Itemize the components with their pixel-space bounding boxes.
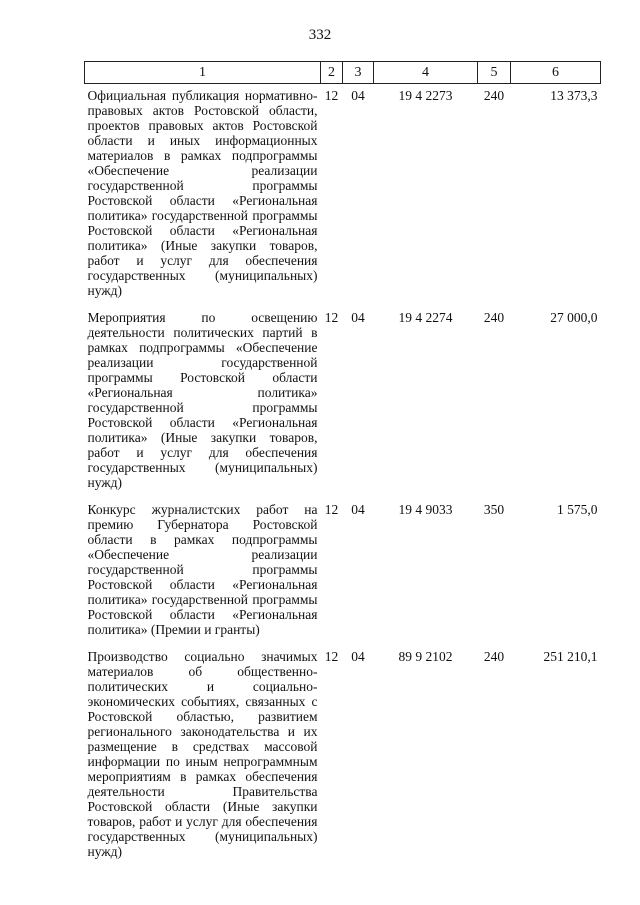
row-expense-type: 240	[483, 649, 505, 664]
row-subsection: 04	[351, 310, 365, 325]
page-number: 332	[308, 27, 332, 43]
table-row	[85, 645, 601, 867]
row-description: Мероприятия по освещению деятельности политических партий в рамках подпрограммы «Обеспечение реализации государственной программы Ростовской области «Региональная политика» государственной программы Ростовской области «Региональная политика» (Иные закупки товаров, работ и услуг для обеспечения государственных (муниципальных) нужд)	[87, 310, 318, 490]
row-target-article: 19 4 2273	[398, 88, 453, 103]
row-description: Конкурс журналистских работ на премию Губернатора Ростовской области в рамках подпрограммы «Обеспечение реализации государственной программы Ростовской области «Региональная политика» государственной программы Ростовской области «Региональная политика» (Премии и гранты)	[87, 502, 318, 637]
row-section: 12	[324, 649, 339, 664]
header-col-1: 1	[85, 62, 321, 84]
header-col-6: 6	[511, 62, 601, 84]
row-description: Производство социально значимых материалов об общественно-политических и социально-экономических событиях, связанных с Ростовской областью, развитием регионального законодательства и их размещение в средствах массовой информации по иным непрограммным мероприятиям в рамках обеспечения деятельности Правительства Ростовской области (Иные закупки товаров, работ и услуг для обеспечения государственных (муниципальных) нужд)	[87, 649, 318, 859]
table-header-row	[85, 62, 601, 84]
header-col-2: 2	[321, 62, 343, 84]
row-amount: 27 000,0	[550, 310, 598, 325]
row-description: Официальная публикация нормативно-правовых актов Ростовской области, проектов правовых актов Ростовской области и иных информационных материалов в рамках подпрограммы «Обеспечение реализации государственной программы Ростовской области «Региональная политика» государственной программы Ростовской области «Региональная политика» (Иные закупки товаров, работ и услуг для обеспечения государственных (муниципальных) нужд)	[87, 88, 318, 298]
row-expense-type: 240	[483, 310, 505, 325]
row-subsection: 04	[351, 502, 365, 517]
row-subsection: 04	[351, 88, 365, 103]
row-target-article: 19 4 9033	[398, 502, 453, 517]
row-section: 12	[324, 310, 339, 325]
row-target-article: 89 9 2102	[398, 649, 453, 664]
table-row	[85, 306, 601, 498]
row-target-article: 19 4 2274	[398, 310, 453, 325]
header-col-4: 4	[374, 62, 478, 84]
budget-table	[84, 61, 601, 867]
row-amount: 1 575,0	[557, 502, 598, 517]
row-subsection: 04	[351, 649, 365, 664]
row-section: 12	[324, 502, 339, 517]
header-col-3: 3	[343, 62, 374, 84]
header-col-5: 5	[478, 62, 511, 84]
row-section: 12	[324, 88, 339, 103]
row-expense-type: 240	[483, 88, 505, 103]
row-amount: 251 210,1	[543, 649, 598, 664]
row-expense-type: 350	[483, 502, 505, 517]
row-amount: 13 373,3	[550, 88, 598, 103]
table-row	[85, 84, 601, 307]
table-row	[85, 498, 601, 645]
